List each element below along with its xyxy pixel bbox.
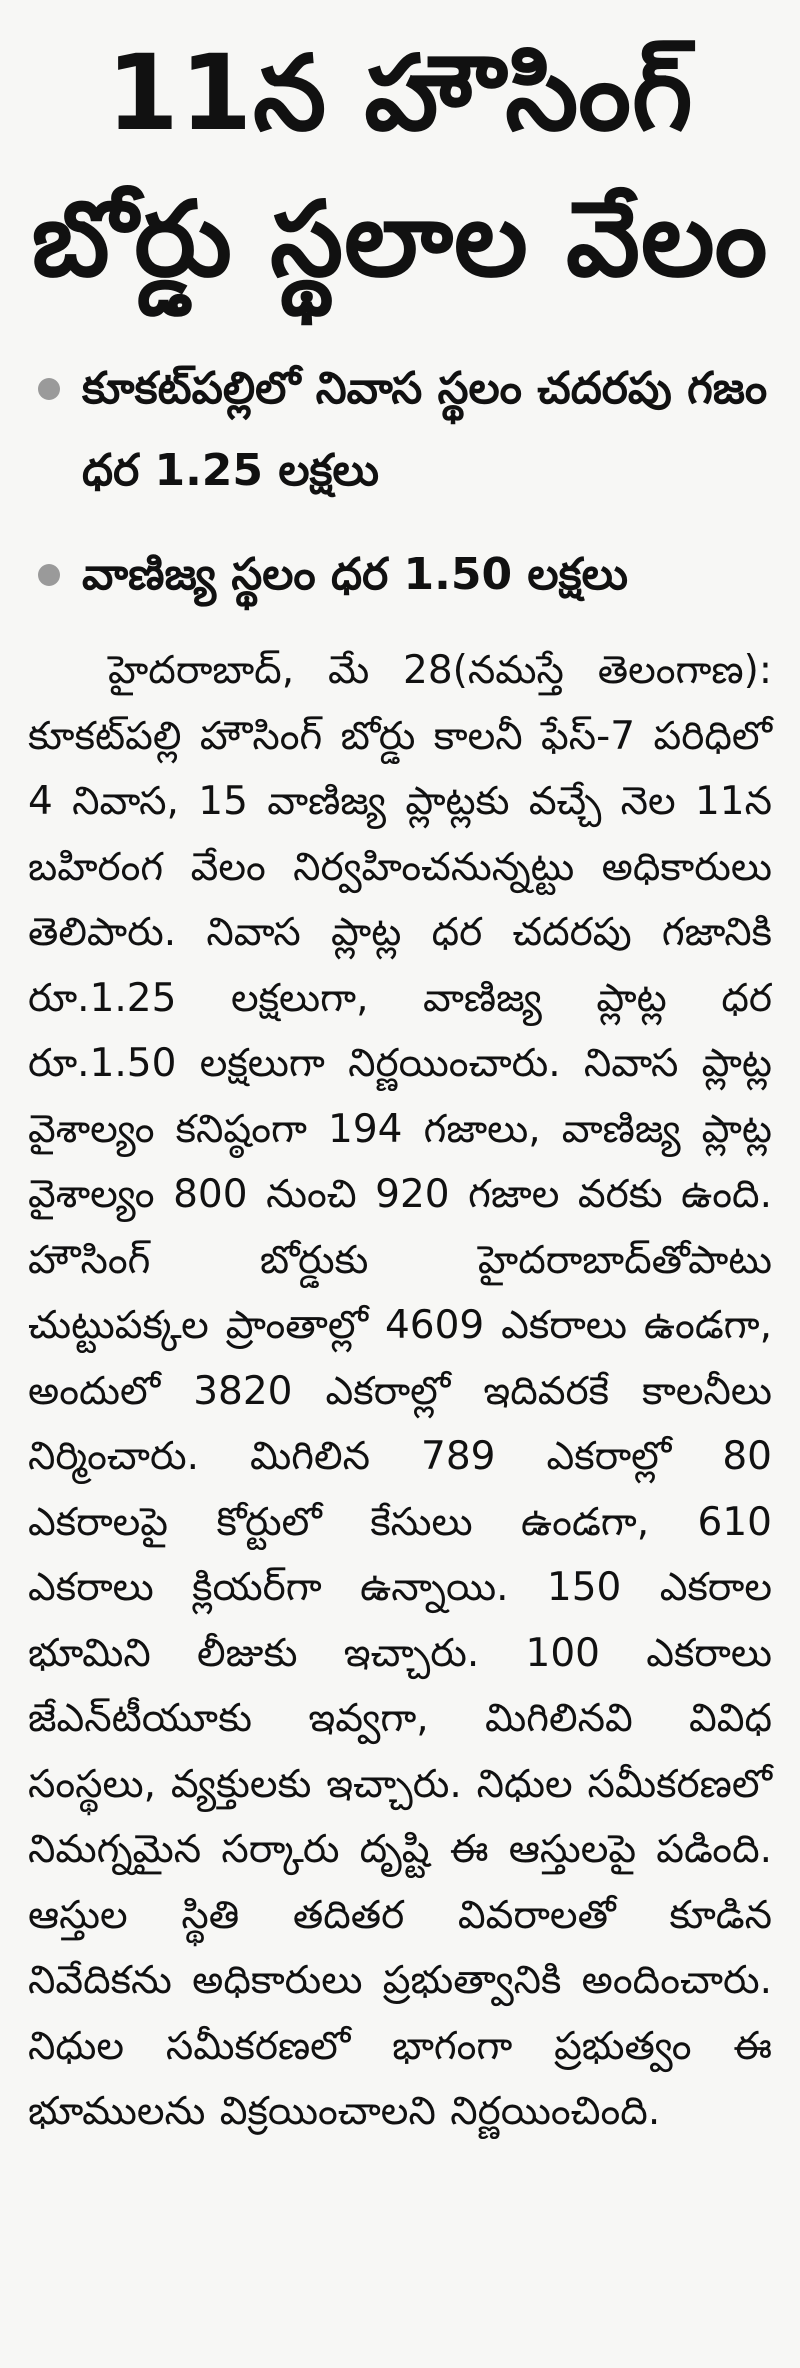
bullet-text: వాణిజ్య స్థలం ధర 1.50 లక్షలు bbox=[82, 549, 628, 600]
bullet-item bbox=[28, 534, 772, 616]
bullet-dot-icon bbox=[38, 378, 60, 400]
headline-line-1: 11న హౌసింగ్ bbox=[106, 32, 694, 154]
headline-line-2: బోర్డు స్థలాల వేలం bbox=[31, 178, 769, 300]
bullet-text: కూకట్‌పల్లిలో నివాస స్థలం చదరపు గజం ధర 1.25 లక్షలు bbox=[82, 363, 768, 496]
bullet-item bbox=[28, 348, 772, 512]
headline bbox=[28, 20, 772, 312]
subheadline-bullets bbox=[28, 348, 772, 616]
bullet-dot-icon bbox=[38, 564, 60, 586]
article-body: హైదరాబాద్, మే 28(నమస్తే తెలంగాణ): కూకట్‌పల్లి హౌసింగ్ బోర్డు కాలనీ ఫేస్-7 పరిధిలో 4 నివాస, 15 వాణిజ్య ప్లాట్లకు వచ్చే నెల 11న బహిరంగ వేలం నిర్వహించనున్నట్టు అధికారులు తెలిపారు. నివాస ప్లాట్ల ధర చదరపు గజానికి రూ.1.25 లక్షలుగా, వాణిజ్య ప్లాట్ల ధర రూ.1.50 లక్షలుగా నిర్ణయించారు. నివాస ప్లాట్ల వైశాల్యం కనిష్ఠంగా 194 గజాలు, వాణిజ్య ప్లాట్ల వైశాల్యం 800 నుంచి 920 గజాల వరకు ఉంది. హౌసింగ్ బోర్డుకు హైదరాబాద్‌తోపాటు చుట్టుపక్కల ప్రాంతాల్లో 4609 ఎకరాలు ఉండగా, అందులో 3820 ఎకరాల్లో ఇదివరకే కాలనీలు నిర్మించారు. మిగిలిన 789 ఎకరాల్లో 80 ఎకరాలపై కోర్టులో కేసులు ఉండగా, 610 ఎకరాలు క్లియర్‌గా ఉన్నాయి. 150 ఎకరాల భూమిని లీజుకు ఇచ్చారు. 100 ఎకరాలు జేఎన్‌టీయూకు ఇవ్వగా, మిగిలినవి వివిధ సంస్థలు, వ్యక్తులకు ఇచ్చారు. నిధుల సమీకరణలో నిమగ్నమైన సర్కారు దృష్టి ఈ ఆస్తులపై పడింది. ఆస్తుల స్థితి తదితర వివరాలతో కూడిన నివేదికను అధికారులు ప్రభుత్వానికి అందించారు. నిధుల సమీకరణలో భాగంగా ప్రభుత్వం ఈ భూములను విక్రయించాలని నిర్ణయించింది. bbox=[28, 648, 772, 2134]
